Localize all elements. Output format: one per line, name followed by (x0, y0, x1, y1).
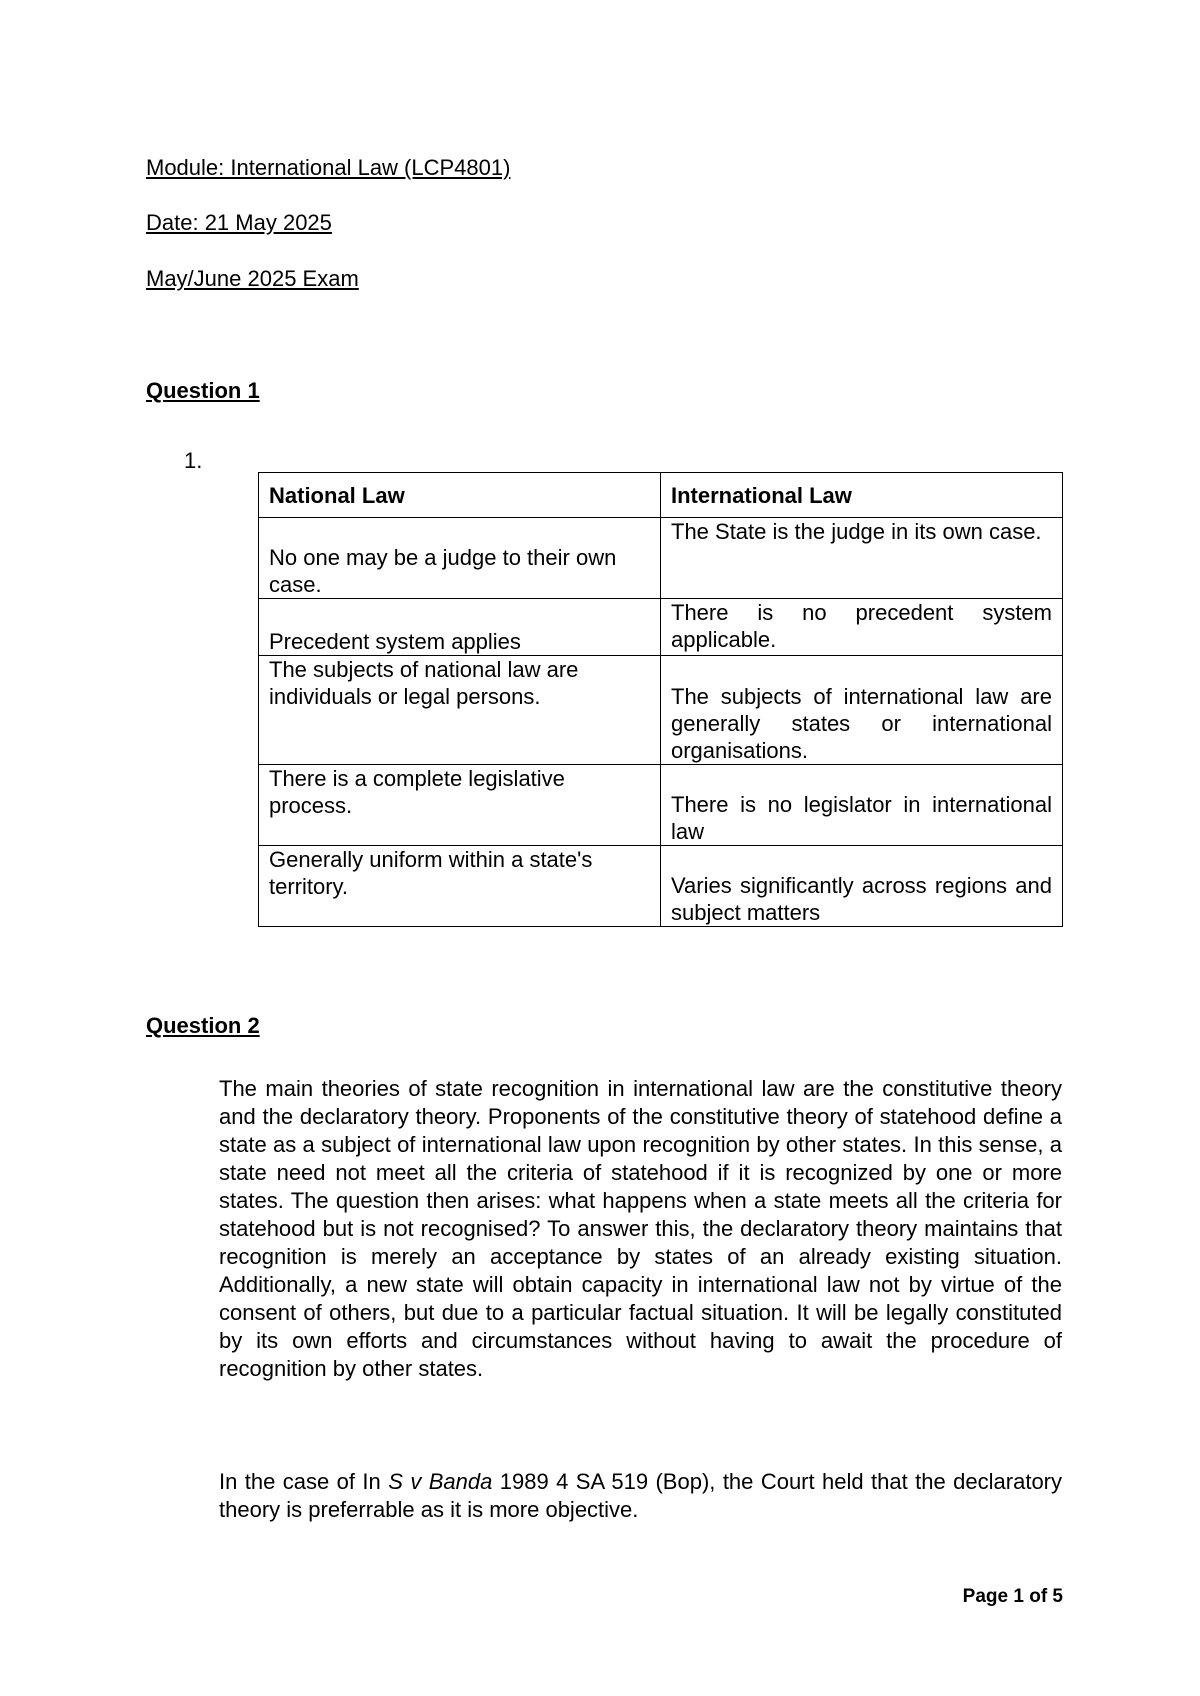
comparison-table (258, 472, 1063, 927)
module-line: Module: International Law (LCP4801) (146, 155, 511, 180)
table-cell: The State is the judge in its own case. (661, 518, 1063, 599)
column-header-national-law: National Law (259, 473, 661, 518)
table-cell: No one may be a judge to their own case. (259, 518, 661, 599)
column-header-international-law: International Law (661, 473, 1063, 518)
case-citation: S v Banda (388, 1469, 493, 1494)
table-cell: There is no legislator in international law (661, 765, 1063, 846)
table-cell: The subjects of international law are generally states or international organisations. (661, 656, 1063, 765)
table-row (259, 765, 1063, 846)
table-cell: Generally uniform within a state's territory. (259, 846, 661, 927)
question-2-paragraph-1: The main theories of state recognition in international law are the constitutive theory and the declaratory theory. Proponents of the constitutive theory of statehood define a state as a subject of international law upon recognition by other states. In this sense, a state need not meet all the criteria of statehood if it is recognized by one or more states. The question then arises: what happens when a state meets all the criteria for statehood but is not recognised? To answer this, the declaratory theory maintains that recognition is merely an acceptance by states of an already existing situation. Additionally, a new state will obtain capacity in international law not by virtue of the consent of others, but due to a particular factual situation. It will be legally constituted by its own efforts and circumstances without having to await the procedure of recognition by other states. (219, 1076, 1062, 1381)
table-cell: There is a complete legislative process. (259, 765, 661, 846)
table-row (259, 599, 1063, 656)
paragraph-text: In the case of In (219, 1469, 389, 1494)
question-1-heading: Question 1 (146, 378, 260, 403)
date-line: Date: 21 May 2025 (146, 210, 332, 235)
list-item-number: 1. (184, 448, 203, 473)
table-row (259, 656, 1063, 765)
table-cell: There is no precedent system applicable. (661, 599, 1063, 656)
paragraph-text: 1989 4 SA 519 (Bop), the Court held that the declaratory theory is preferrable as it is more objective. (219, 1469, 1063, 1522)
exam-line: May/June 2025 Exam (146, 266, 359, 291)
question-2-paragraph-2 (219, 1468, 1062, 1524)
table-cell: The subjects of national law are individuals or legal persons. (259, 656, 661, 765)
table-cell: Varies significantly across regions and subject matters (661, 846, 1063, 927)
table-header-row (259, 473, 1063, 518)
question-2-heading: Question 2 (146, 1013, 260, 1038)
table-cell: Precedent system applies (259, 599, 661, 656)
page-number: Page 1 of 5 (962, 1586, 1063, 1607)
table-row (259, 518, 1063, 599)
table-row (259, 846, 1063, 927)
